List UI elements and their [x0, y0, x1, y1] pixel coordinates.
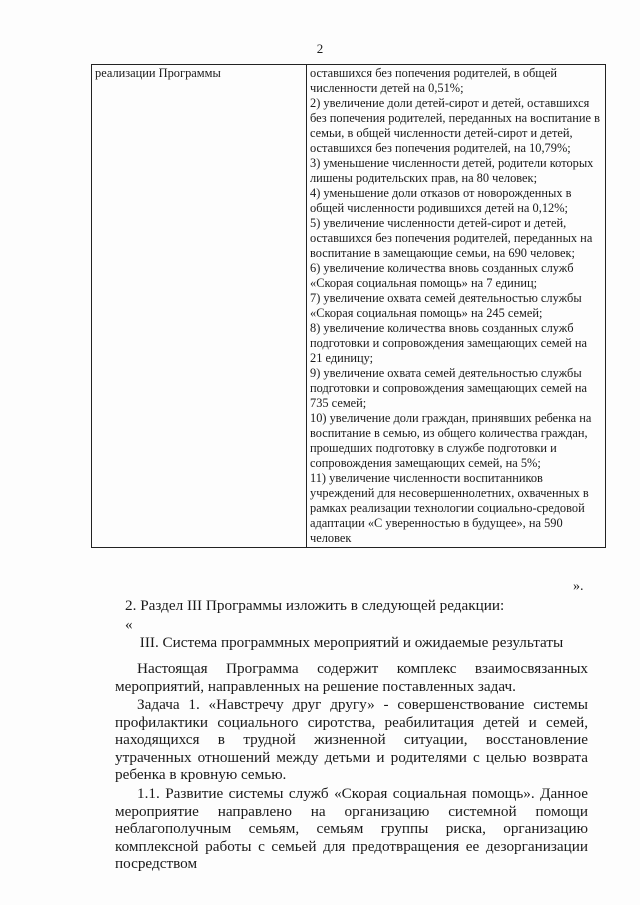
- amendment-item-2: 2. Раздел III Программы изложить в следующей редакции:: [125, 597, 505, 614]
- result-item: 7) увеличение охвата семей деятельностью службы «Скорая социальная помощь» на 245 семей;: [310, 291, 582, 320]
- result-item: 11) увеличение численности воспитанников учреждений для несовершеннолетних, охваченных в рамках реализации технологии социально-средовой адаптации «С уверенностью в будущее», на 590 человек: [310, 471, 589, 545]
- result-item: 6) увеличение количества вновь созданных служб «Скорая социальная помощь» на 7 единиц;: [310, 261, 574, 290]
- table-right-cell: [307, 65, 606, 548]
- result-item: 2) увеличение доли детей-сирот и детей, оставшихся без попечения родителей, переданных на воспитание в семьи, в общей численности детей-сирот и детей, оставшихся без попечения родителей, на 10,79%;: [310, 96, 600, 155]
- opening-quote: «: [125, 616, 133, 633]
- result-item: 3) уменьшение численности детей, родители которых лишены родительских прав, на 80 человек;: [310, 156, 594, 185]
- paragraph-measure-1-1: 1.1. Развитие системы служб «Скорая социальная помощь». Данное мероприятие направлено на организацию системной помощи неблагополучным семьям, семьям группы риска, организацию комплексной работы с семьей для предотвращения ее дезорганизации посредством: [115, 785, 588, 873]
- result-item: 8) увеличение количества вновь созданных служб подготовки и сопровождения замещающих семей на 21 единицу;: [310, 321, 587, 365]
- table-row: [92, 65, 606, 548]
- closing-quote: ».: [573, 579, 584, 594]
- result-item: 9) увеличение охвата семей деятельностью службы подготовки и сопровождения замещающих семей на 735 семей;: [310, 366, 587, 410]
- program-table: [91, 64, 606, 548]
- table-left-cell: реализации Программы: [92, 65, 307, 548]
- result-item: 10) увеличение доли граждан, принявших ребенка на воспитание в семью, из общего количества граждан, прошедших подготовку в службе подготовки и сопровождения замещающих семей, на 5%;: [310, 411, 592, 470]
- section-heading: III. Система программных мероприятий и ожидаемые результаты: [139, 634, 564, 651]
- result-item: оставшихся без попечения родителей, в общей численности детей на 0,51%;: [310, 66, 557, 95]
- paragraph-task-1: Задача 1. «Навстречу друг другу» - совершенствование системы профилактики социального сиротства, реабилитация детей и семей, находящихся в трудной жизненной ситуации, восстановление утраченных отношений между детьми и родителями с целью возврата ребенка в кровную семью.: [115, 696, 588, 784]
- result-item: 4) уменьшение доли отказов от новорожденных в общей численности родившихся детей на 0,12%;: [310, 186, 572, 215]
- page-number: 2: [316, 41, 324, 56]
- result-item: 5) увеличение численности детей-сирот и детей, оставшихся без попечения родителей, переданных на воспитание в замещающие семьи, на 690 человек;: [310, 216, 593, 260]
- paragraph-intro: Настоящая Программа содержит комплекс взаимосвязанных мероприятий, направленных на решение поставленных задач.: [115, 660, 588, 695]
